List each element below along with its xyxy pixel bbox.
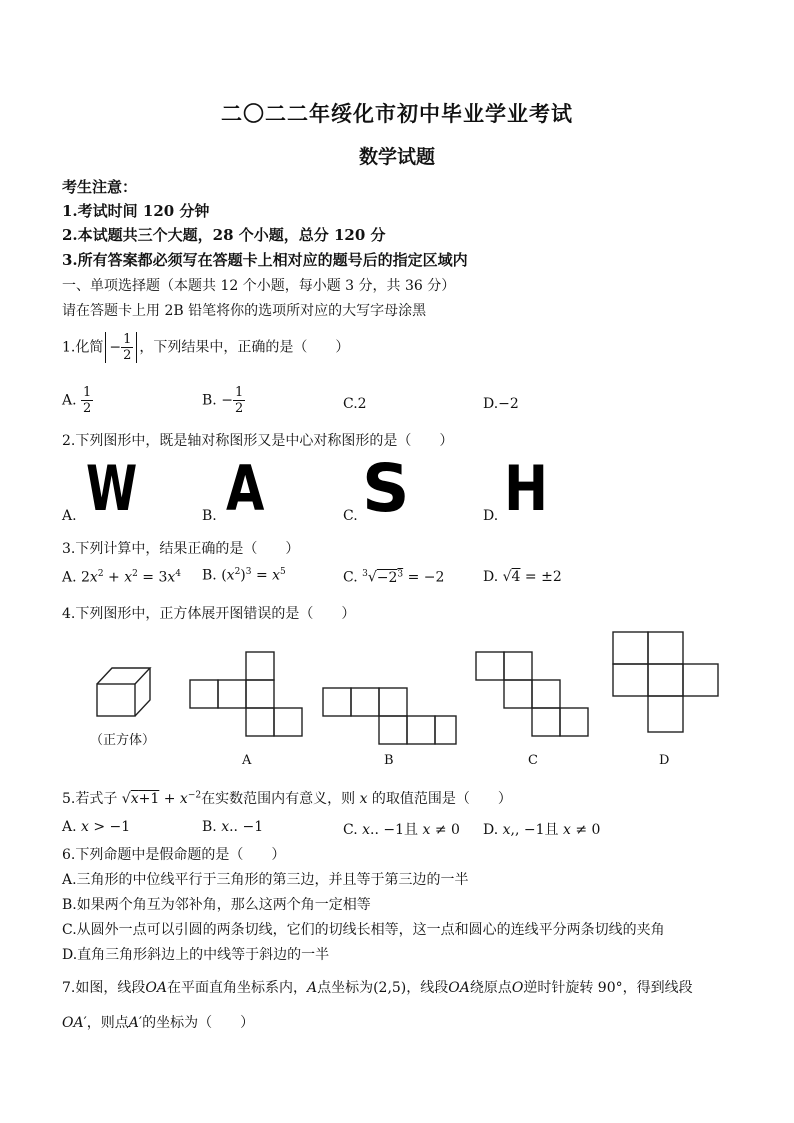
q1-abs-numerator: 1 <box>123 332 132 347</box>
q3-option-d: D. √4 = ±2 <box>483 569 562 585</box>
cube-drawing <box>97 668 150 716</box>
page-title: 二〇二二年绥化市初中毕业学业考试 <box>221 101 573 126</box>
question-6: 6.下列命题中是假命题的是（ ） <box>62 847 286 863</box>
net-c <box>476 652 588 736</box>
absolute-value-expression: − $\frac{1}{2}$ <box>105 332 137 363</box>
q6-option-c: C.从圆外一点可以引圆的两条切线，它们的切线长相等，这一点和圆心的连线平分两条切线的夹角 <box>62 922 665 938</box>
question-1 <box>62 332 349 363</box>
q2-option-d-label: D. <box>483 508 499 524</box>
q1-option-b: B. − $\frac{1}{2}$ <box>202 385 244 416</box>
q5-option-a: A. x > −1 <box>62 819 131 835</box>
notice-item-1: 1.考试时间 120 分钟 <box>62 202 210 220</box>
q2-option-c-label: C. <box>343 508 358 524</box>
net-b <box>323 688 456 744</box>
q5-option-d: D. x,, −1且 x ≠ 0 <box>483 822 601 838</box>
notice-item-3: 3.所有答案都必须写在答题卡上相对应的题号后的指定区域内 <box>62 251 468 269</box>
net-d <box>613 632 718 732</box>
question-3: 3.下列计算中，结果正确的是（ ） <box>62 541 300 557</box>
net-label-b: B <box>384 753 394 768</box>
question-7-line-2: OA′，则点A′的坐标为（ ） <box>62 1015 255 1031</box>
q1-suffix: ，下列结果中，正确的是（ ） <box>139 339 350 356</box>
q3-option-b: B. $(x^2)^3 = x^5$ <box>202 567 286 584</box>
q1-option-c: C.2 <box>343 396 367 412</box>
letter-a-figure: A <box>226 452 265 525</box>
letter-w-figure: W <box>86 452 138 525</box>
question-4: 4.下列图形中，正方体展开图错误的是（ ） <box>62 606 356 622</box>
notice-item-2: 2.本试题共三个大题，28 个小题，总分 120 分 <box>62 226 386 244</box>
net-label-a: A <box>242 753 252 768</box>
q5-option-b: B. x.. −1 <box>202 819 264 835</box>
net-a <box>190 652 302 736</box>
q1-prefix: 1.化简 <box>62 339 104 356</box>
q3-option-a: A. $2x^2 + x^2 = 3x^4$ <box>62 569 182 586</box>
question-2: 2.下列图形中，既是轴对称图形又是中心对称图形的是（ ） <box>62 433 454 449</box>
net-label-d: D <box>659 753 670 768</box>
q6-option-b: B.如果两个角互为邻补角，那么这两个角一定相等 <box>62 897 371 913</box>
cube-label: （正方体） <box>90 733 156 748</box>
q3-option-c: C. $^3√-2^3 = -2$ <box>343 569 445 586</box>
letter-h-figure: H <box>504 452 549 525</box>
net-label-c: C <box>528 753 538 768</box>
letter-s-figure: S <box>362 450 410 527</box>
section-heading: 一、单项选择题（本题共 12 个小题，每小题 3 分，共 36 分） <box>62 278 456 294</box>
notice-heading: 考生注意： <box>62 178 138 196</box>
q6-option-d: D.直角三角形斜边上的中线等于斜边的一半 <box>62 947 330 963</box>
q6-option-a: A.三角形的中位线平行于三角形的第三边，并且等于第三边的一半 <box>62 872 469 888</box>
q1-option-d: D.−2 <box>483 396 519 412</box>
page-subtitle: 数学试题 <box>358 146 435 168</box>
q5-option-c: C. x.. −1且 x ≠ 0 <box>343 822 460 838</box>
q1-abs-denominator: 2 <box>123 348 132 363</box>
question-5: 5.若式子 $√x+1 + x^{-2}$在实数范围内有意义，则 x 的取值范围是（ ） <box>62 790 512 807</box>
q2-option-a-label: A. <box>62 508 77 524</box>
question-7-line-1: 7.如图，线段OA在平面直角坐标系内，A点坐标为(2,5)，线段OA绕原点O逆时针旋转 90°，得到线段 <box>62 980 693 996</box>
q2-option-b-label: B. <box>202 508 217 524</box>
section-instruction: 请在答题卡上用 2B 铅笔将你的选项所对应的大写字母涂黑 <box>62 303 427 319</box>
q1-option-a: A. $\frac{1}{2}$ <box>62 385 92 416</box>
